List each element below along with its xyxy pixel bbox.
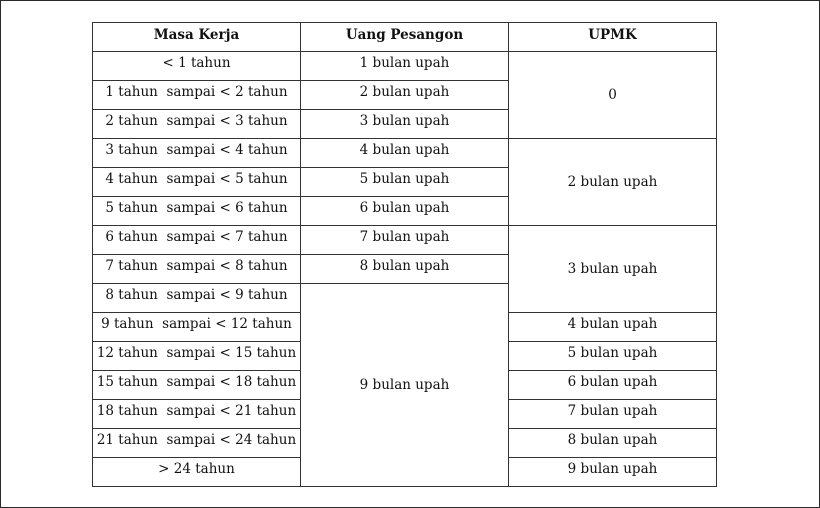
upmk-cell: 3 bulan upah <box>509 226 717 313</box>
upmk-cell: 9 bulan upah <box>509 458 717 487</box>
masa-kerja-cell: 18 tahun sampai < 21 tahun <box>93 400 301 429</box>
table-header-row <box>93 23 717 52</box>
uang-pesangon-cell: 2 bulan upah <box>301 81 509 110</box>
masa-kerja-cell: 4 tahun sampai < 5 tahun <box>93 168 301 197</box>
table-row <box>93 139 717 168</box>
header-upmk: UPMK <box>509 23 717 52</box>
severance-table <box>92 22 717 487</box>
masa-kerja-cell: 15 tahun sampai < 18 tahun <box>93 371 301 400</box>
masa-kerja-cell: 5 tahun sampai < 6 tahun <box>93 197 301 226</box>
masa-kerja-cell: 2 tahun sampai < 3 tahun <box>93 110 301 139</box>
masa-kerja-cell: 1 tahun sampai < 2 tahun <box>93 81 301 110</box>
uang-pesangon-cell: 9 bulan upah <box>301 284 509 487</box>
uang-pesangon-cell: 7 bulan upah <box>301 226 509 255</box>
masa-kerja-cell: 6 tahun sampai < 7 tahun <box>93 226 301 255</box>
header-masa-kerja: Masa Kerja <box>93 23 301 52</box>
upmk-cell: 6 bulan upah <box>509 371 717 400</box>
uang-pesangon-cell: 3 bulan upah <box>301 110 509 139</box>
masa-kerja-cell: 3 tahun sampai < 4 tahun <box>93 139 301 168</box>
masa-kerja-cell: 21 tahun sampai < 24 tahun <box>93 429 301 458</box>
upmk-cell: 2 bulan upah <box>509 139 717 226</box>
uang-pesangon-cell: 6 bulan upah <box>301 197 509 226</box>
masa-kerja-cell: 9 tahun sampai < 12 tahun <box>93 313 301 342</box>
uang-pesangon-cell: 8 bulan upah <box>301 255 509 284</box>
upmk-cell: 5 bulan upah <box>509 342 717 371</box>
upmk-cell: 7 bulan upah <box>509 400 717 429</box>
masa-kerja-cell: 8 tahun sampai < 9 tahun <box>93 284 301 313</box>
header-uang-pesangon: Uang Pesangon <box>301 23 509 52</box>
masa-kerja-cell: 7 tahun sampai < 8 tahun <box>93 255 301 284</box>
masa-kerja-cell: > 24 tahun <box>93 458 301 487</box>
upmk-cell: 4 bulan upah <box>509 313 717 342</box>
masa-kerja-cell: 12 tahun sampai < 15 tahun <box>93 342 301 371</box>
upmk-cell: 0 <box>509 52 717 139</box>
uang-pesangon-cell: 1 bulan upah <box>301 52 509 81</box>
masa-kerja-cell: < 1 tahun <box>93 52 301 81</box>
uang-pesangon-cell: 5 bulan upah <box>301 168 509 197</box>
uang-pesangon-cell: 4 bulan upah <box>301 139 509 168</box>
upmk-cell: 8 bulan upah <box>509 429 717 458</box>
table-row <box>93 52 717 81</box>
table-row <box>93 226 717 255</box>
